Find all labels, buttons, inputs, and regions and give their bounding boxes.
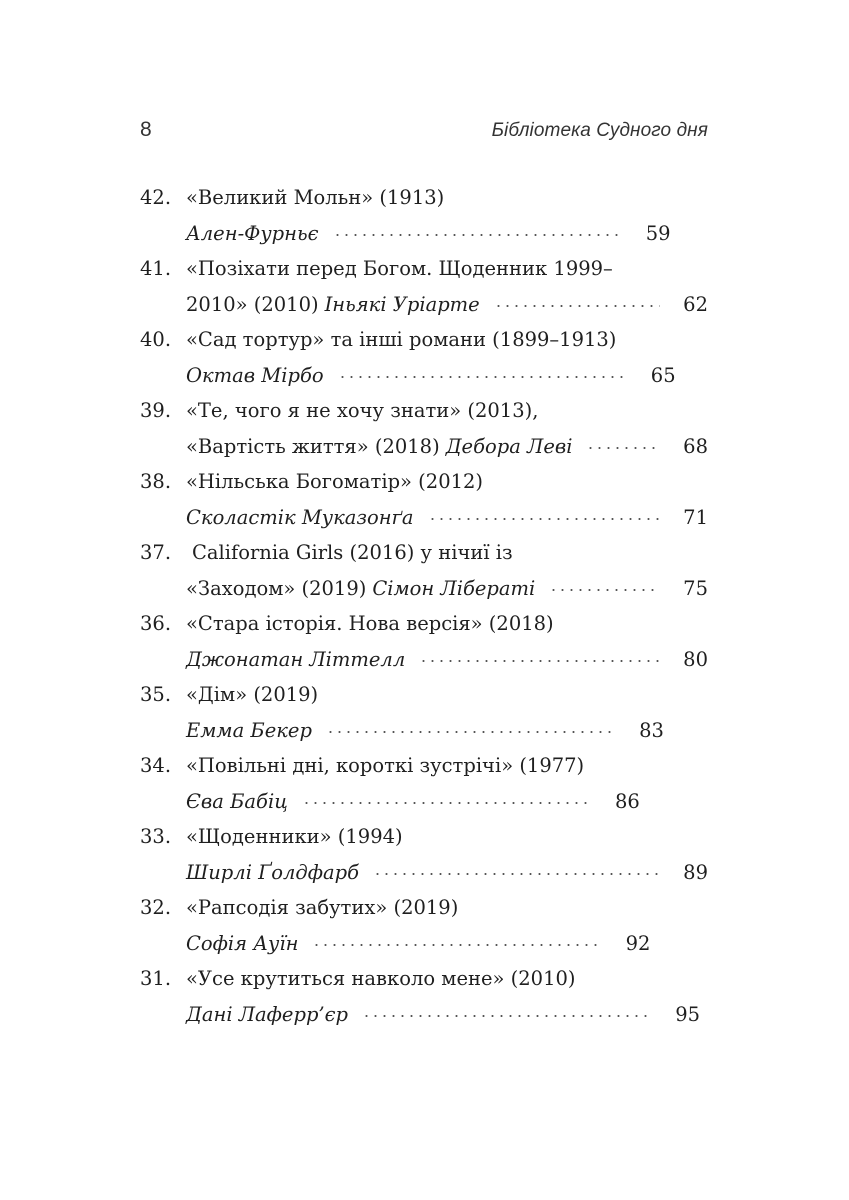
entry-page-number: 80 [683,647,708,671]
entry-author: Дебора Леві [445,434,573,458]
page-header [140,118,708,148]
entry-page-number: 71 [683,505,708,529]
entry-author: Ален-Фурньє [186,221,319,245]
toc-entry[interactable] [140,251,708,322]
entry-page-number: 95 [675,1002,701,1026]
entry-number: 38. [140,470,172,493]
entry-title: «Великий Мольн» (1913) [186,186,445,209]
entry-author: Сколастік Муказонґа [186,505,414,529]
entry-page-number: 65 [650,363,676,387]
dot-leader [326,729,616,735]
entry-author: Єва Бабіц [186,789,288,813]
entry-page-number: 75 [683,576,708,600]
dot-leader [549,587,660,593]
entry-title: «Те, чого я не хочу знати» (2013), [186,399,539,422]
entry-title: «Повільні дні, короткі зустрічі» (1977) [186,754,585,777]
entry-title: «Позіхати перед Богом. Щоденник 1999– [186,257,613,280]
dot-leader [373,871,660,877]
entry-author: Ширлі Ґолдфарб [186,860,360,884]
dot-leader [362,1013,652,1019]
entry-author: Сімон Лібераті [372,576,536,600]
entry-page-number: 86 [614,789,640,813]
toc-entry[interactable] [140,535,708,606]
entry-number: 35. [140,683,172,706]
entry-page-number: 59 [645,221,671,245]
toc-entry[interactable] [140,393,708,464]
entry-page-number: 83 [639,718,664,742]
entry-number: 39. [140,399,172,422]
entry-number: 41. [140,257,172,280]
entry-number: 31. [140,967,172,990]
entry-number: 34. [140,754,172,777]
dot-leader [419,658,660,664]
page-number: 8 [140,118,152,141]
entry-author: Октав Мірбо [186,363,324,387]
toc-entry[interactable] [140,890,708,961]
entry-number: 33. [140,825,172,848]
entry-page-number: 89 [683,860,708,884]
entry-title: «Нільська Богоматір» (2012) [186,470,484,493]
toc-entry[interactable] [140,961,708,1032]
entry-author: Джонатан Літтелл [186,647,406,671]
entry-number: 36. [140,612,172,635]
entry-number: 32. [140,896,172,919]
entry-title: «Щоденники» (1994) [186,825,403,848]
entry-title-continued: «Заходом» (2019) [186,576,367,600]
dot-leader [302,800,592,806]
toc-entry[interactable] [140,606,708,677]
entry-title-continued: «Вартість життя» (2018) [186,434,440,458]
dot-leader [586,445,660,451]
toc-entry[interactable] [140,180,708,251]
dot-leader [428,516,660,522]
running-title: Бібліотека Судного дня [491,120,708,141]
dot-leader [312,942,602,948]
toc-entry[interactable] [140,748,708,819]
entry-title: «Стара історія. Нова версія» (2018) [186,612,554,635]
dot-leader [494,303,660,309]
entry-page-number: 68 [683,434,708,458]
entry-page-number: 92 [625,931,651,955]
entry-author: Софія Ауїн [186,931,299,955]
toc-entry[interactable] [140,677,708,748]
entry-title: «Усе крутиться навколо мене» (2010) [186,967,576,990]
entry-author: Дані Лаферр’єр [186,1002,349,1026]
entry-title: California Girls (2016) у нічиї із [192,541,513,564]
toc-entry[interactable] [140,322,708,393]
entry-page-number: 62 [683,292,708,316]
entry-author: Емма Бекер [186,718,312,742]
dot-leader [333,232,623,238]
entry-title: «Сад тортур» та інші романи (1899–1913) [186,328,617,351]
entry-title-continued: 2010» (2010) [186,292,319,316]
toc-entry[interactable] [140,819,708,890]
entry-author: Іньякі Уріарте [324,292,480,316]
entry-title: «Рапсодія забутих» (2019) [186,896,459,919]
table-of-contents [140,180,708,1032]
toc-entry[interactable] [140,464,708,535]
entry-number: 37. [140,541,172,564]
entry-number: 42. [140,186,172,209]
entry-number: 40. [140,328,172,351]
dot-leader [338,374,628,380]
entry-title: «Дім» (2019) [186,683,319,706]
